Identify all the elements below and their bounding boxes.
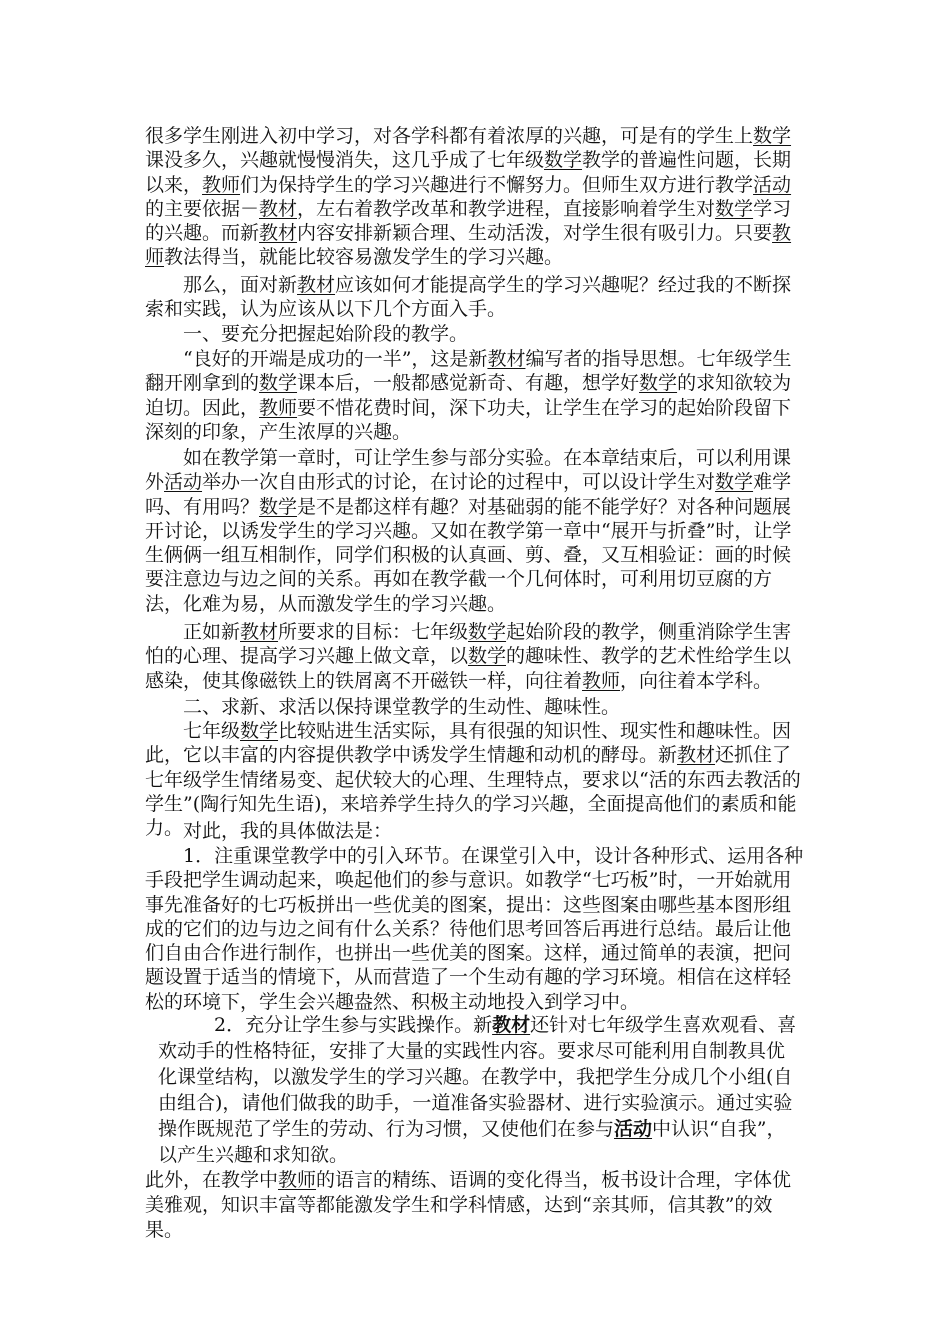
underlined-term: 活动 [164,471,203,494]
paragraph-p11 [158,1012,803,1168]
text-run: “良好的开端是成功的一半”，这是新 [183,348,488,370]
underlined-term: 数学 [259,495,298,518]
text-run: 中认识“自我”，以产生兴趣和求知欲。 [158,1118,786,1166]
paragraph-p10 [145,844,805,1014]
text-run: ，向往着本学科。 [620,669,773,692]
text-run: 的主要依据－ [145,197,260,220]
text-run: 如在教学第一章时，可让学生参与部分实验。在本章结束后，可以利用课外 [145,447,792,494]
text-run: 起始阶段的教学，侧重消除学生害怕的心理、提高学习兴趣上做文章，以 [145,621,792,668]
paragraph-p7 [145,695,805,719]
text-run: 要不惜花费时间，深下功夫，让学生在学习的起始阶段留下深刻的印象，产生浓厚的兴趣。 [145,396,792,443]
underlined-term: 数学 [544,149,583,172]
text-run: 内容安排新颖合理、生动活泼，对学生很有吸引力。只要 [297,222,773,245]
underlined-term: 数学 [468,621,507,643]
text-run: 所要求的目标：七年级 [278,621,469,643]
text-run: 二、求新、求活以保持课堂教学的生动性、趣味性。 [183,696,621,718]
underlined-term: 活动 [614,1118,653,1140]
underlined-term: 数学 [715,471,754,494]
underlined-term: 教师 [582,669,621,692]
underlined-term: 教材 [677,744,716,767]
paragraph-p12 [145,1168,805,1243]
paragraph-p6 [145,620,805,693]
text-run: 编写者的指导思想。七年级学生翻开刚拿到的 [145,348,792,395]
text-run: 那么，面对新 [183,274,298,296]
underlined-term: 活动 [753,173,792,196]
underlined-term: 数学 [240,720,279,742]
text-run: 七年级 [183,720,241,742]
underlined-term: 教材 [240,621,279,643]
underlined-term: 数学 [639,372,678,395]
underlined-term: 教材 [492,1014,531,1036]
paragraph-p5 [145,446,805,616]
text-run: 举办一次自由形式的讨论，在讨论的过程中，可以设计学生对 [202,471,716,494]
paragraph-p3 [145,322,805,346]
text-run: 学习的兴趣。而新 [145,197,792,245]
text-run: 的语言的精练、语调的变化得当，板书设计合理，字体优美雅观，知识丰富等都能激发学生和学科情感，达到“亲其师，信其教”的效果。 [145,1169,792,1241]
text-run: 教学的普遍性问题，长期以来， [145,149,792,196]
underlined-term: 教材 [259,197,298,220]
text-run: 的求知欲较为迫切。因此， [145,372,792,419]
text-run: 课没多久，兴趣就慢慢消失，这几乎成了七年级 [145,149,545,172]
underlined-term: 教材 [297,274,336,296]
text-run: 比较贴进生活实际，具有很强的知识性、现实性和趣味性。因此，它以丰富的内容提供教学中诱发学生情趣和动机的酵母。新 [145,720,792,767]
text-run: 课本后，一般都感觉新奇、有趣，想学好 [297,372,640,395]
text-run: ，左右着教学改革和教学进程，直接影响着学生对 [297,197,716,220]
text-run: 2．充分让学生参与实践操作。新 [214,1014,493,1036]
paragraph-p4 [145,347,805,444]
underlined-term: 教师 [259,396,298,419]
text-run: 很多学生刚进入初中学习，对各学科都有着浓厚的兴趣，可是有的学生上 [145,125,754,147]
underlined-term: 教师 [202,173,241,196]
underlined-term: 数学 [468,645,507,668]
text-run: 还针对七年级学生喜欢观看、喜欢动手的性格特征，安排了大量的实践性内容。要求尽可能利用自制教具优化课堂结构，以激发学生的学习兴趣。在教学中，我把学生分成几个小组(自由组合)，请他们做我的助手，一道准备实验器材、进行实验演示。通过实验操作既规范了学生的劳动、行为习惯，又使他们在参与 [158,1014,797,1140]
text-run: 1．注重课堂教学中的引入环节。在课堂引入中，设计各种形式、运用各种手段把学生调动起来，唤起他们的参与意识。如教学“七巧板”时，一开始就用事先准备好的七巧板拼出一些优美的图案，提出：这些图案由哪些基本图形组成的它们的边与边之间有什么关系？待他们思考回答后再进行总结。最后让他们自由合作进行制作，也拼出一些优美的图案。这样，通过简单的表演，把问题设置于适当的情境下，从而营造了一个生动有趣的学习环境。相信在这样轻松的环境下，学生会兴趣盎然、积极主动地投入到学习中。 [145,845,804,1013]
paragraph-p1 [145,124,805,270]
text-run: 还抓住了七年级学生情绪易变、起伏较大的心理、生理特点，要求以“活的东西去教活的学生”(陶行知先生语)，来培养学生持久的学习兴趣，全面提高他们的素质和能力。 [145,744,801,840]
underlined-term: 教材 [487,348,526,370]
underlined-term: 教材 [259,222,298,245]
paragraph-p9 [145,819,805,843]
paragraph-p2 [145,273,805,322]
text-run: 教法得当，就能比较容易激发学生的学习兴趣。 [164,246,564,269]
underlined-term: 教师 [145,222,792,269]
text-run: 正如新 [183,621,241,643]
text-run: 应该如何才能提高学生的学习兴趣呢？经过我的不断探索和实践，认为应该从以下几个方面入手。 [145,274,792,321]
text-run: 是不是都这样有趣？对基础弱的能不能学好？对各种问题展开讨论，以诱发学生的学习兴趣。又如在教学第一章中“展开与折叠”时，让学生俩俩一组互相制作，同学们积极的认真画、剪、叠，又互相验证：画的时候要注意边与边之间的关系。再如在教学截一个几何体时，可利用切豆腐的方法，化难为易，从而激发学生的学习兴趣。 [145,495,792,615]
text-run: 难学吗、有用吗？ [145,471,792,518]
underlined-term: 数学 [259,372,298,395]
text-run: 一、要充分把握起始阶段的教学。 [183,323,469,345]
text-run: 的趣味性、教学的艺术性给学生以感染，使其像磁铁上的铁屑离不开磁铁一样，向往着 [145,645,792,692]
text-run: 此外，在教学中 [145,1169,279,1191]
underlined-term: 数学 [753,125,792,147]
text-run: 对此，我的具体做法是： [183,820,393,842]
underlined-term: 数学 [715,197,754,220]
underlined-term: 教师 [278,1169,317,1191]
text-run: 们为保持学生的学习兴趣进行不懈努力。但师生双方进行教学 [240,173,754,196]
